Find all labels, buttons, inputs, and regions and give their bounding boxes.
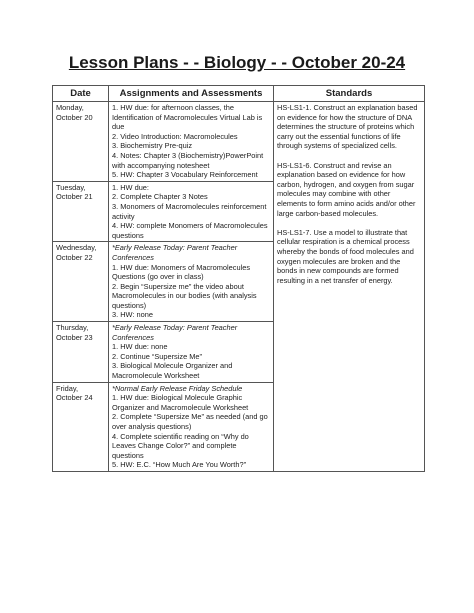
schedule-note: *Early Release Today: Parent Teacher Conferences bbox=[112, 323, 238, 342]
assignment-item: 5. HW: E.C. “How Much Are You Worth?” bbox=[112, 460, 247, 470]
date-label: October 22 bbox=[56, 252, 93, 262]
assignment-item: 2. Continue “Supersize Me” bbox=[112, 351, 202, 361]
schedule-note: *Early Release Today: Parent Teacher Conferences bbox=[112, 243, 238, 262]
day-label: Tuesday, bbox=[56, 182, 86, 192]
assignment-item: 3. Biological Molecule Organizer and Macromolecule Worksheet bbox=[112, 361, 233, 381]
assignment-item: 4. Notes: Chapter 3 (Biochemistry)PowerPoint with accompanying notesheet bbox=[112, 150, 264, 170]
date-cell bbox=[53, 322, 109, 383]
assignments-cell bbox=[109, 102, 274, 182]
page-title: Lesson Plans - - Biology - - October 20-24 bbox=[68, 53, 406, 72]
standard-hs-ls1-6: HS-LS1-6. Construct and revise an explanation based on evidence for how carbon, hydrogen, and oxygen from sugar molecules may combine with other elements to form amino acids and/or other large carbon-based molecules. bbox=[277, 160, 416, 218]
assignments-cell bbox=[109, 382, 274, 471]
schedule-note: *Normal Early Release Friday Schedule bbox=[112, 383, 243, 393]
assignment-item: 1. HW due: Monomers of Macromolecules Questions (go over in class) bbox=[112, 262, 251, 282]
date-cell bbox=[53, 102, 109, 182]
assignments-cell bbox=[109, 181, 274, 242]
date-label: October 21 bbox=[56, 192, 93, 202]
standard-hs-ls1-1: HS-LS1-1. Construct an explanation based on evidence for how the structure of DNA determines the structure of proteins which carry out the essential functions of life through systems of specialized cells. bbox=[277, 103, 418, 151]
assignment-item: 1. HW due: none bbox=[112, 342, 168, 352]
assignment-item: 2. Begin “Supersize me” the video about Macromolecules in our bodies (with analysis questions) bbox=[112, 281, 257, 310]
assignment-item: 3. HW: none bbox=[112, 310, 153, 320]
standards-cell bbox=[274, 102, 425, 472]
day-label: Wednesday, bbox=[56, 243, 97, 253]
assignment-item: 2. Complete “Supersize Me” as needed (and go over analysis questions) bbox=[112, 412, 268, 431]
date-label: October 23 bbox=[56, 332, 93, 342]
assignment-item: 2. Video Introduction: Macromolecules bbox=[112, 131, 238, 141]
standards-column-header: Standards bbox=[274, 86, 425, 102]
day-label: Thursday, bbox=[56, 323, 89, 333]
assignments-cell bbox=[109, 242, 274, 322]
assignment-item: 1. HW due: for afternoon classes, the Identification of Macromolecules Virtual Lab is due bbox=[112, 103, 263, 132]
assignment-item: 4. Complete scientific reading on “Why do Leaves Change Color?” and complete questions bbox=[112, 431, 249, 460]
date-cell bbox=[53, 382, 109, 471]
assignment-item: 2. Complete Chapter 3 Notes bbox=[112, 192, 208, 202]
assignment-item: 1. HW due: bbox=[112, 182, 149, 192]
assignments-column-header: Assignments and Assessments bbox=[109, 86, 274, 102]
date-label: October 24 bbox=[56, 393, 93, 403]
day-label: Monday, bbox=[56, 103, 84, 112]
assignment-item: 3. Biochemistry Pre-quiz bbox=[112, 141, 193, 151]
assignments-cell bbox=[109, 322, 274, 383]
assignment-item: 1. HW due: Biological Molecule Graphic Organizer and Macromolecule Worksheet bbox=[112, 393, 249, 412]
date-cell bbox=[53, 181, 109, 242]
date-cell bbox=[53, 242, 109, 322]
standard-hs-ls1-7: HS-LS1-7. Use a model to illustrate that cellular respiration is a chemical process whereby the bonds of food molecules and oxygen molecules are broken and the bonds in new compounds are formed resulting in a net transfer of energy. bbox=[277, 227, 414, 285]
day-label: Friday, bbox=[56, 383, 79, 393]
date-label: October 20 bbox=[56, 112, 93, 122]
assignment-item: 3. Monomers of Macromolecules reinforcement activity bbox=[112, 201, 267, 221]
date-column-header: Date bbox=[53, 86, 109, 102]
table-row bbox=[53, 102, 425, 182]
assignment-item: 5. HW: Chapter 3 Vocabulary Reinforcement bbox=[112, 170, 258, 180]
lesson-plan-table bbox=[52, 85, 425, 472]
assignment-item: 4. HW: complete Monomers of Macromolecules questions bbox=[112, 221, 268, 240]
table-header-row bbox=[53, 86, 425, 102]
